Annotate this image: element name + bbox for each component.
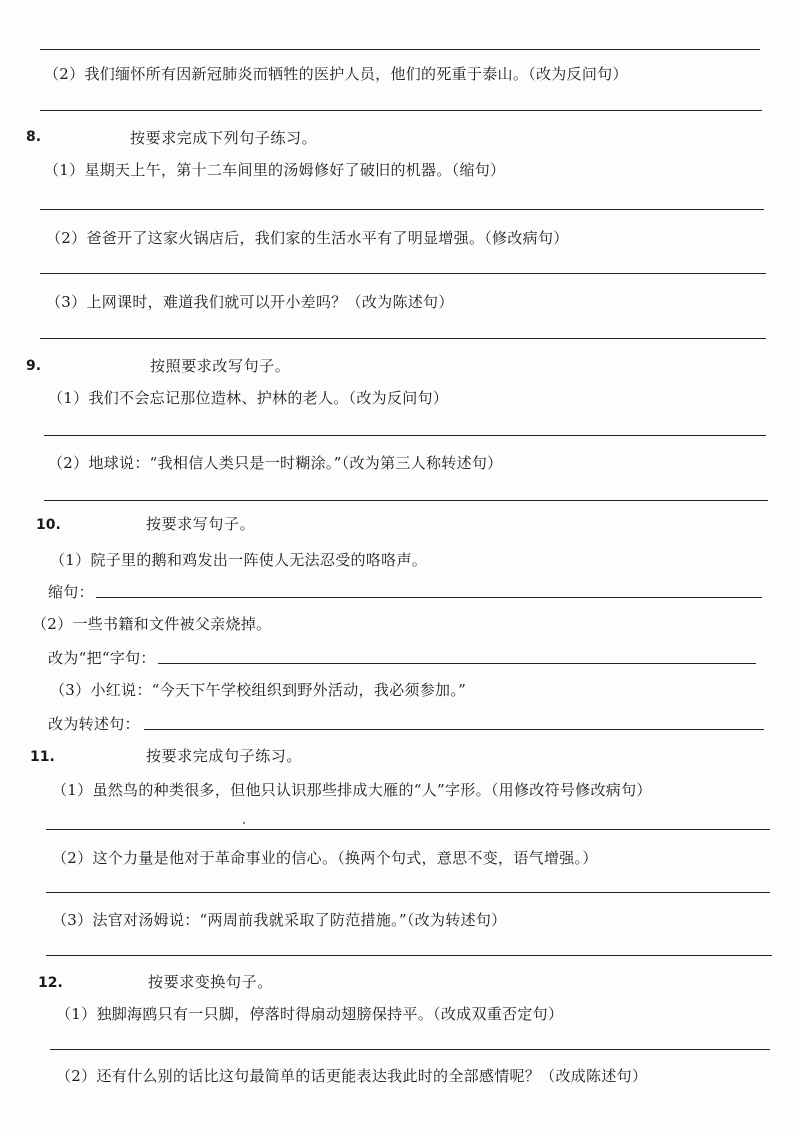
q9-item-1: （1）我们不会忘记那位造林、护林的老人。（改为反问句）: [48, 389, 449, 407]
q11-number: 11.: [30, 749, 55, 765]
q12-item-1: （1）独脚海鸥只有一只脚，停落时得扇动翅膀保持平。（改成双重否定句）: [56, 1005, 564, 1023]
q8-item-3: （3）上网课时，难道我们就可以开小差吗？（改为陈述句）: [46, 293, 454, 311]
answer-line[interactable]: [40, 110, 762, 111]
answer-line[interactable]: [40, 338, 766, 339]
q9-instruction: 按照要求改写句子。: [150, 357, 291, 375]
q8-item-1: （1）星期天上午，第十二车间里的汤姆修好了破旧的机器。（缩句）: [44, 161, 506, 179]
q11-item-1: （1）虽然鸟的种类很多，但他只认识那些排成大雁的“人”字形。（用修改符号修改病句）: [52, 781, 652, 799]
q10-instruction: 按要求写句子。: [146, 515, 256, 533]
answer-line[interactable]: [44, 500, 768, 501]
q9-item-2: （2）地球说：“我相信人类只是一时糊涂。”（改为第三人称转述句）: [48, 454, 503, 472]
answer-line[interactable]: [46, 955, 772, 956]
q10-item-3: （3）小红说：“今天下午学校组织到野外活动，我必须参加。”: [50, 681, 467, 699]
q10-item-2: （2）一些书籍和文件被父亲烧掉。: [32, 615, 272, 633]
scan-speck: [243, 822, 245, 824]
answer-line[interactable]: [44, 435, 766, 436]
answer-line[interactable]: [50, 1049, 770, 1050]
q11-item-2: （2）这个力量是他对于革命事业的信心。（换两个句式，意思不变，语气增强。）: [52, 849, 598, 867]
q10-label-3: 改为转述句：: [48, 715, 140, 733]
q8-item-2: （2）爸爸开了这家火锅店后，我们家的生活水平有了明显增强。（修改病句）: [46, 229, 569, 247]
answer-line[interactable]: [40, 49, 760, 50]
answer-line[interactable]: [158, 663, 756, 664]
q12-number: 12.: [38, 975, 63, 991]
q8-instruction: 按要求完成下列句子练习。: [130, 129, 318, 147]
q7-item-2: （2）我们缅怀所有因新冠肺炎而牺牲的医护人员，他们的死重于泰山。（改为反问句）: [44, 65, 628, 83]
q12-item-2: （2）还有什么别的话比这句最简单的话更能表达我此时的全部感情呢？（改成陈述句）: [56, 1067, 648, 1085]
q10-item-1: （1）院子里的鹅和鸡发出一阵使人无法忍受的咯咯声。: [50, 551, 428, 569]
q11-instruction: 按要求完成句子练习。: [146, 747, 303, 765]
q10-number: 10.: [36, 517, 61, 533]
answer-line[interactable]: [96, 597, 762, 598]
q11-item-3: （3）法官对汤姆说：“两周前我就采取了防范措施。”（改为转述句）: [52, 911, 507, 929]
q12-instruction: 按要求变换句子。: [148, 973, 273, 991]
q10-label-2: 改为“把“字句：: [48, 649, 156, 667]
answer-line[interactable]: [144, 729, 764, 730]
answer-line[interactable]: [40, 209, 764, 210]
q8-number: 8.: [26, 129, 42, 145]
answer-line[interactable]: [46, 829, 770, 830]
q9-number: 9.: [26, 358, 42, 374]
answer-line[interactable]: [40, 273, 766, 274]
q10-label-1: 缩句：: [48, 583, 94, 601]
answer-line[interactable]: [46, 892, 770, 893]
